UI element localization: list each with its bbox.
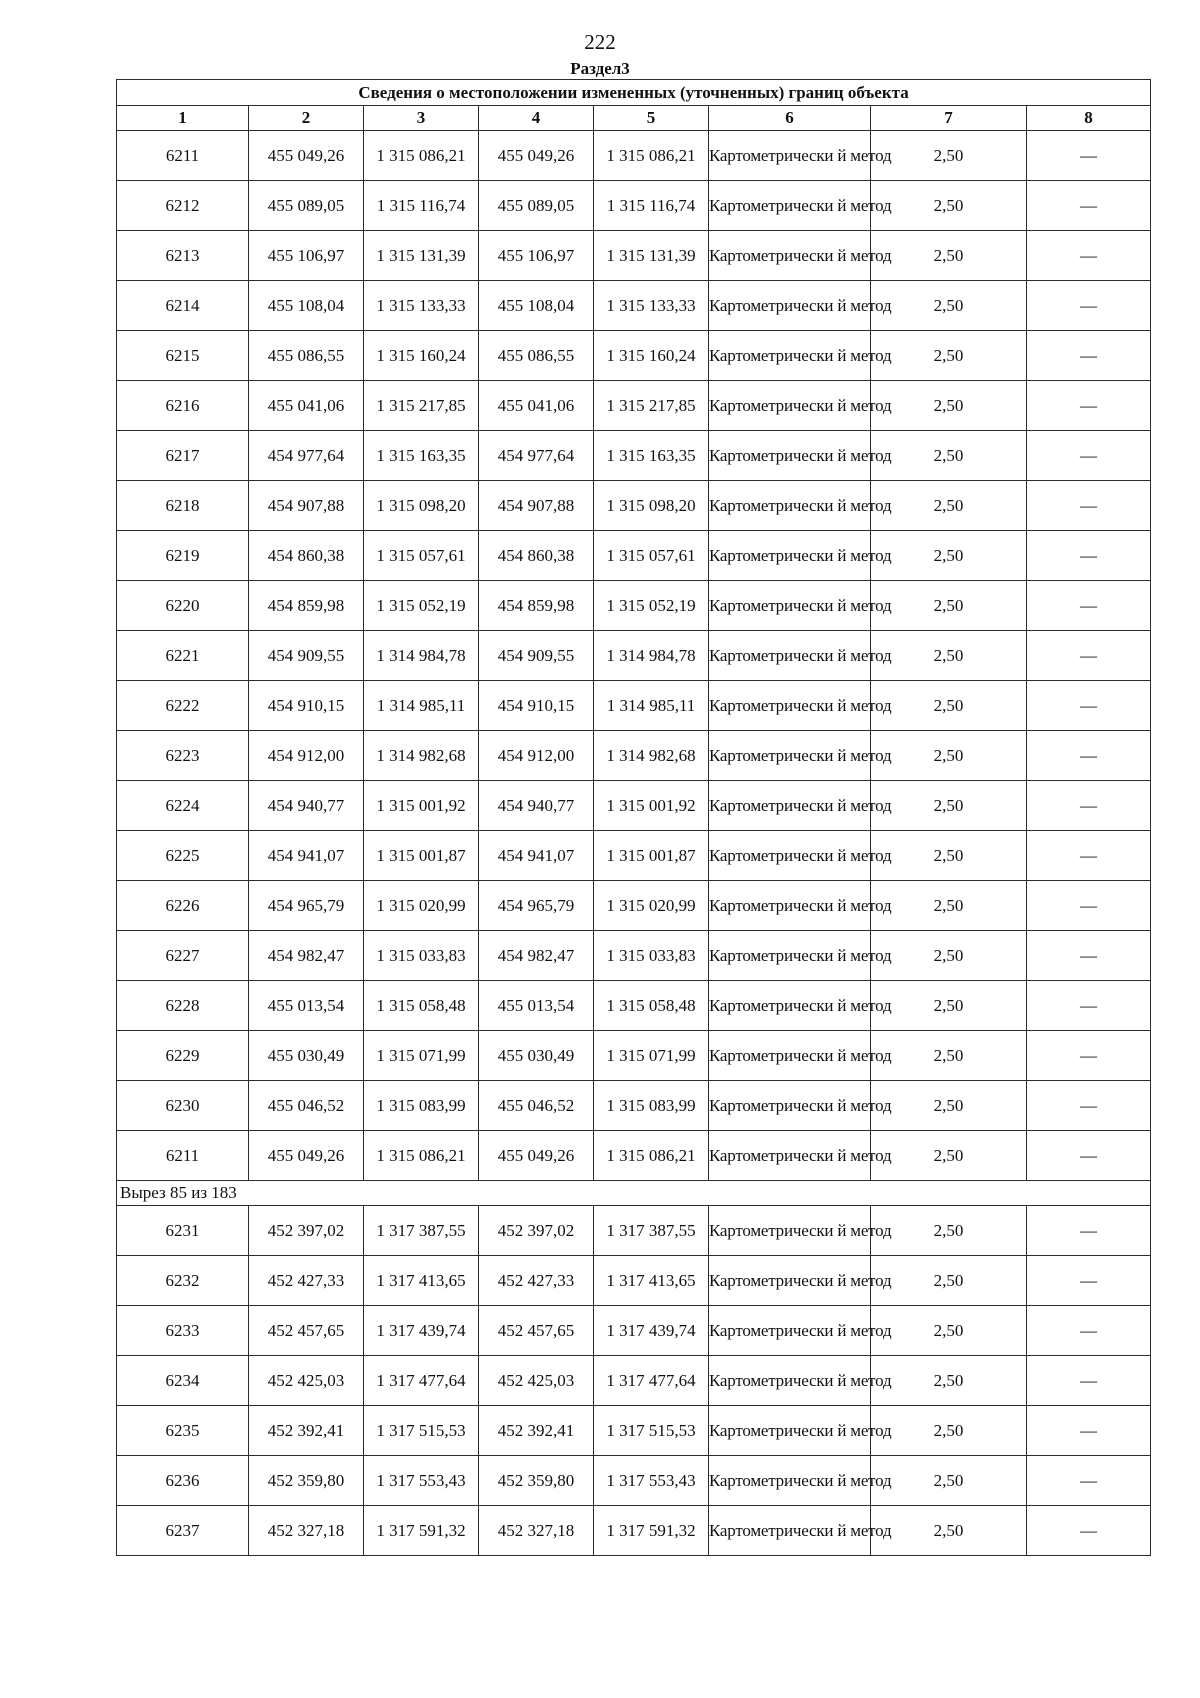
y-old-cell: 1 315 160,24: [364, 331, 479, 381]
description-cell: —: [1027, 1406, 1151, 1456]
accuracy-cell: 2,50: [871, 681, 1027, 731]
method-cell: Картометрически й метод: [709, 1406, 871, 1456]
description-cell: —: [1027, 1356, 1151, 1406]
table-row: [117, 1131, 1151, 1181]
method-cell: Картометрически й метод: [709, 1306, 871, 1356]
table-row: [117, 1031, 1151, 1081]
method-cell: Картометрически й метод: [709, 781, 871, 831]
method-cell: Картометрически й метод: [709, 481, 871, 531]
x-old-cell: 452 397,02: [249, 1206, 364, 1256]
y-new-cell: 1 315 160,24: [594, 331, 709, 381]
table-row: [117, 1456, 1151, 1506]
description-cell: —: [1027, 531, 1151, 581]
description-cell: —: [1027, 1256, 1151, 1306]
accuracy-cell: 2,50: [871, 831, 1027, 881]
point-number-cell: 6224: [117, 781, 249, 831]
method-cell: Картометрически й метод: [709, 1356, 871, 1406]
accuracy-cell: 2,50: [871, 281, 1027, 331]
accuracy-cell: 2,50: [871, 381, 1027, 431]
y-old-cell: 1 315 086,21: [364, 1131, 479, 1181]
y-new-cell: 1 315 001,92: [594, 781, 709, 831]
x-new-cell: 454 912,00: [479, 731, 594, 781]
table-row: [117, 481, 1151, 531]
point-number-cell: 6228: [117, 981, 249, 1031]
table-row: [117, 731, 1151, 781]
x-old-cell: 454 907,88: [249, 481, 364, 531]
method-cell: Картометрически й метод: [709, 381, 871, 431]
accuracy-cell: 2,50: [871, 431, 1027, 481]
y-new-cell: 1 314 985,11: [594, 681, 709, 731]
accuracy-cell: 2,50: [871, 231, 1027, 281]
column-number: 3: [364, 106, 479, 131]
y-old-cell: 1 315 052,19: [364, 581, 479, 631]
description-cell: —: [1027, 381, 1151, 431]
y-new-cell: 1 314 982,68: [594, 731, 709, 781]
table-row: [117, 381, 1151, 431]
table-row: [117, 831, 1151, 881]
y-old-cell: 1 314 985,11: [364, 681, 479, 731]
y-new-cell: 1 315 131,39: [594, 231, 709, 281]
section-title: Раздел3: [570, 59, 630, 78]
y-old-cell: 1 317 515,53: [364, 1406, 479, 1456]
x-new-cell: 455 049,26: [479, 131, 594, 181]
point-number-cell: 6218: [117, 481, 249, 531]
method-cell: Картометрически й метод: [709, 631, 871, 681]
y-old-cell: 1 317 413,65: [364, 1256, 479, 1306]
y-new-cell: 1 315 020,99: [594, 881, 709, 931]
accuracy-cell: 2,50: [871, 331, 1027, 381]
accuracy-cell: 2,50: [871, 631, 1027, 681]
x-old-cell: 454 859,98: [249, 581, 364, 631]
point-number-cell: 6231: [117, 1206, 249, 1256]
x-new-cell: 454 941,07: [479, 831, 594, 881]
column-number: 1: [117, 106, 249, 131]
y-new-cell: 1 315 057,61: [594, 531, 709, 581]
table-caption-row: [117, 80, 1151, 106]
method-cell: Картометрически й метод: [709, 731, 871, 781]
x-old-cell: 452 359,80: [249, 1456, 364, 1506]
y-old-cell: 1 315 163,35: [364, 431, 479, 481]
point-number-cell: 6229: [117, 1031, 249, 1081]
table-row: [117, 1506, 1151, 1556]
accuracy-cell: 2,50: [871, 1131, 1027, 1181]
x-new-cell: 455 089,05: [479, 181, 594, 231]
x-new-cell: 452 392,41: [479, 1406, 594, 1456]
x-new-cell: 454 859,98: [479, 581, 594, 631]
point-number-cell: 6211: [117, 1131, 249, 1181]
y-new-cell: 1 314 984,78: [594, 631, 709, 681]
description-cell: —: [1027, 881, 1151, 931]
accuracy-cell: 2,50: [871, 1406, 1027, 1456]
description-cell: —: [1027, 781, 1151, 831]
x-old-cell: 452 327,18: [249, 1506, 364, 1556]
y-old-cell: 1 315 020,99: [364, 881, 479, 931]
accuracy-cell: 2,50: [871, 1506, 1027, 1556]
y-new-cell: 1 317 515,53: [594, 1406, 709, 1456]
column-number: 5: [594, 106, 709, 131]
point-number-cell: 6226: [117, 881, 249, 931]
x-new-cell: 455 041,06: [479, 381, 594, 431]
accuracy-cell: 2,50: [871, 1031, 1027, 1081]
accuracy-cell: 2,50: [871, 931, 1027, 981]
method-cell: Картометрически й метод: [709, 831, 871, 881]
x-old-cell: 455 049,26: [249, 1131, 364, 1181]
method-cell: Картометрически й метод: [709, 1031, 871, 1081]
accuracy-cell: 2,50: [871, 1356, 1027, 1406]
description-cell: —: [1027, 931, 1151, 981]
accuracy-cell: 2,50: [871, 531, 1027, 581]
x-old-cell: 455 108,04: [249, 281, 364, 331]
accuracy-cell: 2,50: [871, 731, 1027, 781]
description-cell: —: [1027, 1456, 1151, 1506]
column-number: 8: [1027, 106, 1151, 131]
method-cell: Картометрически й метод: [709, 1506, 871, 1556]
description-cell: —: [1027, 581, 1151, 631]
point-number-cell: 6236: [117, 1456, 249, 1506]
table-row: [117, 131, 1151, 181]
table-row: [117, 581, 1151, 631]
y-old-cell: 1 315 217,85: [364, 381, 479, 431]
point-number-cell: 6233: [117, 1306, 249, 1356]
description-cell: —: [1027, 681, 1151, 731]
description-cell: —: [1027, 1206, 1151, 1256]
x-old-cell: 454 940,77: [249, 781, 364, 831]
table-row: [117, 881, 1151, 931]
x-old-cell: 455 049,26: [249, 131, 364, 181]
table-row: [117, 631, 1151, 681]
column-number: 7: [871, 106, 1027, 131]
method-cell: Картометрически й метод: [709, 581, 871, 631]
y-new-cell: 1 315 058,48: [594, 981, 709, 1031]
x-old-cell: 455 013,54: [249, 981, 364, 1031]
y-new-cell: 1 317 413,65: [594, 1256, 709, 1306]
x-old-cell: 454 977,64: [249, 431, 364, 481]
x-old-cell: 455 089,05: [249, 181, 364, 231]
x-new-cell: 454 860,38: [479, 531, 594, 581]
y-new-cell: 1 315 001,87: [594, 831, 709, 881]
y-old-cell: 1 315 098,20: [364, 481, 479, 531]
column-number: 2: [249, 106, 364, 131]
point-number-cell: 6219: [117, 531, 249, 581]
table-row: [117, 681, 1151, 731]
x-old-cell: 454 941,07: [249, 831, 364, 881]
y-old-cell: 1 317 439,74: [364, 1306, 479, 1356]
y-old-cell: 1 317 387,55: [364, 1206, 479, 1256]
point-number-cell: 6237: [117, 1506, 249, 1556]
x-old-cell: 454 982,47: [249, 931, 364, 981]
x-new-cell: 454 910,15: [479, 681, 594, 731]
method-cell: Картометрически й метод: [709, 931, 871, 981]
contour-subheader: Вырез 85 из 183: [117, 1181, 1151, 1206]
method-cell: Картометрически й метод: [709, 231, 871, 281]
y-new-cell: 1 315 052,19: [594, 581, 709, 631]
x-new-cell: 455 106,97: [479, 231, 594, 281]
x-new-cell: 455 046,52: [479, 1081, 594, 1131]
x-new-cell: 454 909,55: [479, 631, 594, 681]
description-cell: —: [1027, 981, 1151, 1031]
method-cell: Картометрически й метод: [709, 181, 871, 231]
x-old-cell: 455 046,52: [249, 1081, 364, 1131]
table-row: [117, 331, 1151, 381]
x-new-cell: 454 907,88: [479, 481, 594, 531]
accuracy-cell: 2,50: [871, 581, 1027, 631]
y-new-cell: 1 317 591,32: [594, 1506, 709, 1556]
x-old-cell: 455 041,06: [249, 381, 364, 431]
y-old-cell: 1 315 001,87: [364, 831, 479, 881]
y-new-cell: 1 315 116,74: [594, 181, 709, 231]
y-old-cell: 1 315 086,21: [364, 131, 479, 181]
x-new-cell: 452 397,02: [479, 1206, 594, 1256]
x-new-cell: 455 049,26: [479, 1131, 594, 1181]
point-number-cell: 6213: [117, 231, 249, 281]
y-old-cell: 1 315 001,92: [364, 781, 479, 831]
y-old-cell: 1 315 116,74: [364, 181, 479, 231]
x-new-cell: 452 359,80: [479, 1456, 594, 1506]
x-new-cell: 455 013,54: [479, 981, 594, 1031]
table-row: [117, 181, 1151, 231]
accuracy-cell: 2,50: [871, 181, 1027, 231]
table-row: [117, 1256, 1151, 1306]
point-number-cell: 6225: [117, 831, 249, 881]
x-old-cell: 454 912,00: [249, 731, 364, 781]
y-new-cell: 1 317 439,74: [594, 1306, 709, 1356]
method-cell: Картометрически й метод: [709, 1131, 871, 1181]
method-cell: Картометрически й метод: [709, 881, 871, 931]
method-cell: Картометрически й метод: [709, 1256, 871, 1306]
y-new-cell: 1 317 477,64: [594, 1356, 709, 1406]
description-cell: —: [1027, 181, 1151, 231]
x-new-cell: 454 982,47: [479, 931, 594, 981]
description-cell: —: [1027, 281, 1151, 331]
method-cell: Картометрически й метод: [709, 131, 871, 181]
method-cell: Картометрически й метод: [709, 431, 871, 481]
accuracy-cell: 2,50: [871, 1081, 1027, 1131]
x-old-cell: 455 106,97: [249, 231, 364, 281]
accuracy-cell: 2,50: [871, 1256, 1027, 1306]
method-cell: Картометрически й метод: [709, 281, 871, 331]
x-old-cell: 452 425,03: [249, 1356, 364, 1406]
y-new-cell: 1 315 033,83: [594, 931, 709, 981]
accuracy-cell: 2,50: [871, 781, 1027, 831]
point-number-cell: 6232: [117, 1256, 249, 1306]
description-cell: —: [1027, 1031, 1151, 1081]
table-row: [117, 1406, 1151, 1456]
y-new-cell: 1 315 098,20: [594, 481, 709, 531]
accuracy-cell: 2,50: [871, 881, 1027, 931]
y-new-cell: 1 315 163,35: [594, 431, 709, 481]
x-new-cell: 452 457,65: [479, 1306, 594, 1356]
y-new-cell: 1 315 071,99: [594, 1031, 709, 1081]
description-cell: —: [1027, 1506, 1151, 1556]
x-old-cell: 455 030,49: [249, 1031, 364, 1081]
column-numbers-row: [117, 106, 1151, 131]
point-number-cell: 6227: [117, 931, 249, 981]
y-old-cell: 1 314 984,78: [364, 631, 479, 681]
x-new-cell: 455 030,49: [479, 1031, 594, 1081]
table-row: [117, 981, 1151, 1031]
point-number-cell: 6223: [117, 731, 249, 781]
y-old-cell: 1 315 058,48: [364, 981, 479, 1031]
method-cell: Картометрически й метод: [709, 1456, 871, 1506]
description-cell: —: [1027, 231, 1151, 281]
y-old-cell: 1 315 133,33: [364, 281, 479, 331]
description-cell: —: [1027, 431, 1151, 481]
table-row: [117, 431, 1151, 481]
method-cell: Картометрически й метод: [709, 1206, 871, 1256]
y-new-cell: 1 315 086,21: [594, 131, 709, 181]
point-number-cell: 6235: [117, 1406, 249, 1456]
page-number: 222: [584, 30, 616, 54]
table-row: [117, 231, 1151, 281]
point-number-cell: 6220: [117, 581, 249, 631]
point-number-cell: 6234: [117, 1356, 249, 1406]
x-old-cell: 452 457,65: [249, 1306, 364, 1356]
method-cell: Картометрически й метод: [709, 1081, 871, 1131]
y-new-cell: 1 315 217,85: [594, 381, 709, 431]
accuracy-cell: 2,50: [871, 481, 1027, 531]
table-row: [117, 531, 1151, 581]
point-number-cell: 6221: [117, 631, 249, 681]
y-new-cell: 1 317 387,55: [594, 1206, 709, 1256]
y-new-cell: 1 315 086,21: [594, 1131, 709, 1181]
y-new-cell: 1 315 083,99: [594, 1081, 709, 1131]
method-cell: Картометрически й метод: [709, 531, 871, 581]
description-cell: —: [1027, 331, 1151, 381]
point-number-cell: 6211: [117, 131, 249, 181]
x-new-cell: 452 427,33: [479, 1256, 594, 1306]
table-row: [117, 1356, 1151, 1406]
y-old-cell: 1 315 071,99: [364, 1031, 479, 1081]
table-caption: Сведения о местоположении измененных (уточненных) границ объекта: [117, 80, 1151, 106]
y-old-cell: 1 315 033,83: [364, 931, 479, 981]
description-cell: —: [1027, 831, 1151, 881]
point-number-cell: 6216: [117, 381, 249, 431]
table-row: [117, 1206, 1151, 1256]
x-old-cell: 455 086,55: [249, 331, 364, 381]
x-new-cell: 452 327,18: [479, 1506, 594, 1556]
x-old-cell: 454 910,15: [249, 681, 364, 731]
y-new-cell: 1 315 133,33: [594, 281, 709, 331]
y-old-cell: 1 317 477,64: [364, 1356, 479, 1406]
y-old-cell: 1 317 591,32: [364, 1506, 479, 1556]
x-new-cell: 455 108,04: [479, 281, 594, 331]
y-new-cell: 1 317 553,43: [594, 1456, 709, 1506]
point-number-cell: 6214: [117, 281, 249, 331]
x-old-cell: 454 965,79: [249, 881, 364, 931]
table-row: [117, 931, 1151, 981]
method-cell: Картометрически й метод: [709, 331, 871, 381]
y-old-cell: 1 315 083,99: [364, 1081, 479, 1131]
table-row: [117, 1306, 1151, 1356]
column-number: 4: [479, 106, 594, 131]
accuracy-cell: 2,50: [871, 981, 1027, 1031]
accuracy-cell: 2,50: [871, 1306, 1027, 1356]
method-cell: Картометрически й метод: [709, 981, 871, 1031]
x-old-cell: 452 427,33: [249, 1256, 364, 1306]
table-row: [117, 781, 1151, 831]
x-new-cell: 454 940,77: [479, 781, 594, 831]
coordinates-table: [116, 79, 1151, 1556]
point-number-cell: 6222: [117, 681, 249, 731]
point-number-cell: 6212: [117, 181, 249, 231]
y-old-cell: 1 314 982,68: [364, 731, 479, 781]
column-number: 6: [709, 106, 871, 131]
x-old-cell: 454 909,55: [249, 631, 364, 681]
x-new-cell: 454 977,64: [479, 431, 594, 481]
point-number-cell: 6217: [117, 431, 249, 481]
contour-subheader-row: [117, 1181, 1151, 1206]
x-old-cell: 454 860,38: [249, 531, 364, 581]
description-cell: —: [1027, 131, 1151, 181]
table-body: [117, 131, 1151, 1556]
y-old-cell: 1 315 057,61: [364, 531, 479, 581]
description-cell: —: [1027, 631, 1151, 681]
x-new-cell: 455 086,55: [479, 331, 594, 381]
accuracy-cell: 2,50: [871, 131, 1027, 181]
description-cell: —: [1027, 1131, 1151, 1181]
table-row: [117, 281, 1151, 331]
description-cell: —: [1027, 731, 1151, 781]
x-new-cell: 454 965,79: [479, 881, 594, 931]
point-number-cell: 6230: [117, 1081, 249, 1131]
description-cell: —: [1027, 1081, 1151, 1131]
point-number-cell: 6215: [117, 331, 249, 381]
x-new-cell: 452 425,03: [479, 1356, 594, 1406]
description-cell: —: [1027, 1306, 1151, 1356]
accuracy-cell: 2,50: [871, 1456, 1027, 1506]
y-old-cell: 1 315 131,39: [364, 231, 479, 281]
y-old-cell: 1 317 553,43: [364, 1456, 479, 1506]
description-cell: —: [1027, 481, 1151, 531]
table-row: [117, 1081, 1151, 1131]
x-old-cell: 452 392,41: [249, 1406, 364, 1456]
accuracy-cell: 2,50: [871, 1206, 1027, 1256]
method-cell: Картометрически й метод: [709, 681, 871, 731]
